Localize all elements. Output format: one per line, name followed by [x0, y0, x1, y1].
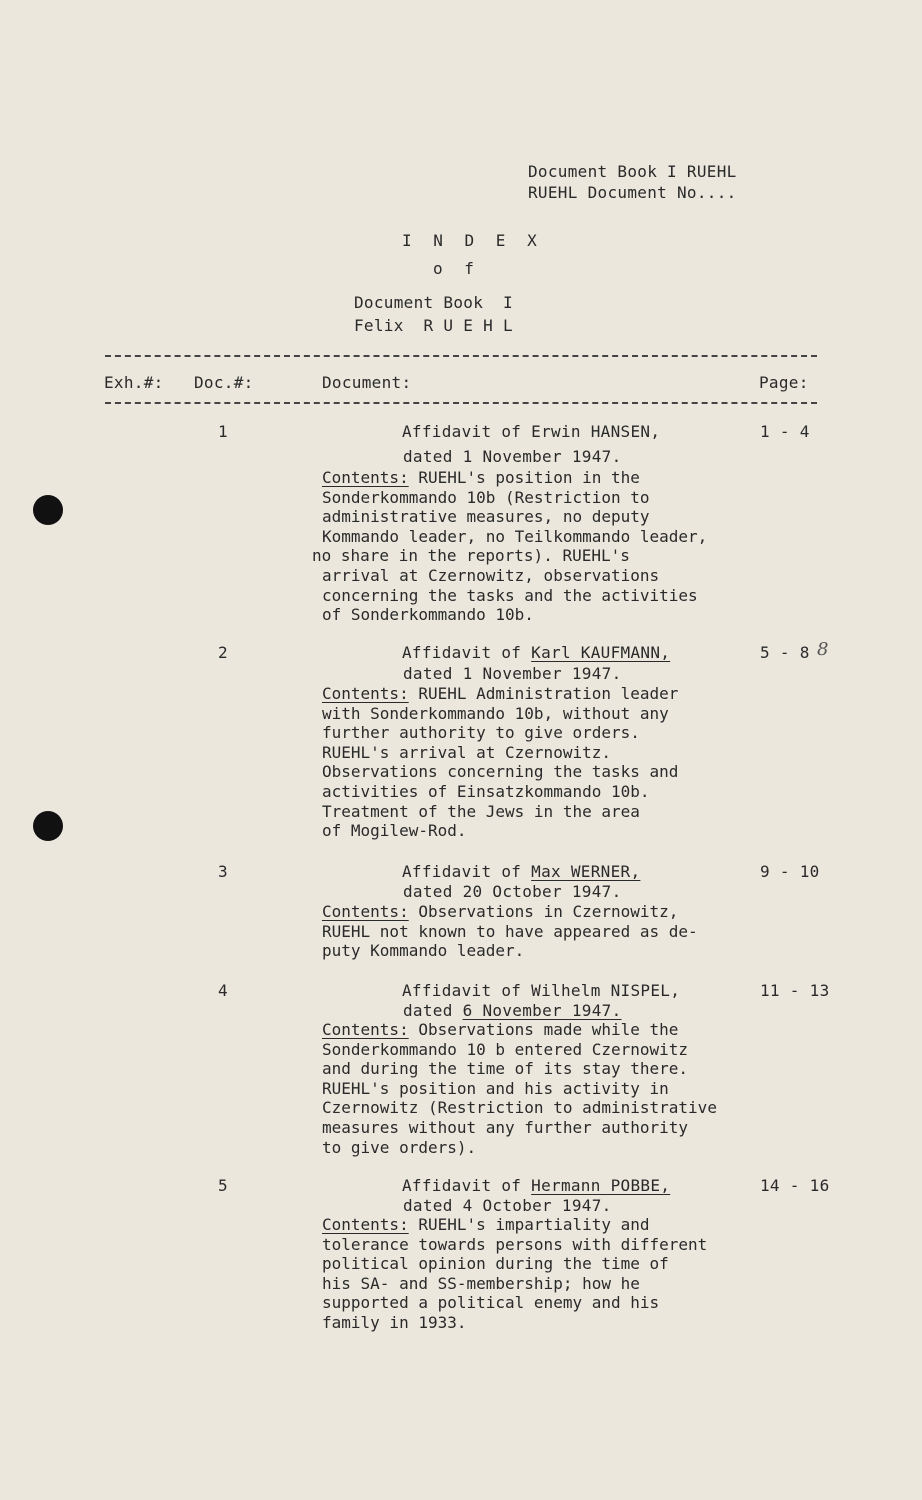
affiant-line	[402, 862, 640, 882]
contents-block	[322, 1020, 802, 1157]
contents-line: measures without any further authority	[322, 1117, 689, 1137]
page-range: 1 - 4	[760, 422, 810, 441]
contents-line: Kommando leader, no Teilkommando leader,	[322, 526, 708, 546]
affiant-name: Erwin HANSEN,	[531, 422, 661, 441]
affiant-name: Hermann POBBE,	[531, 1176, 671, 1195]
contents-label: Contents:	[322, 902, 409, 921]
punch-hole	[33, 811, 63, 841]
punch-hole	[33, 495, 63, 525]
page-range: 14 - 16	[760, 1176, 830, 1195]
divider-bottom	[105, 402, 817, 404]
affiant-prefix: Affidavit of	[402, 643, 532, 662]
affiant-line	[402, 1176, 670, 1196]
contents-line: family in 1933.	[322, 1312, 467, 1332]
affiant-line	[402, 422, 660, 442]
affiant-prefix: Affidavit of	[402, 1176, 532, 1195]
dated-line: dated 20 October 1947.	[403, 882, 622, 901]
page-range: 9 - 10	[760, 862, 820, 881]
contents-line: Treatment of the Jews in the area	[322, 801, 640, 821]
contents-line: Sonderkommando 10 b entered Czernowitz	[322, 1039, 689, 1059]
book-title: Document Book I	[354, 293, 513, 312]
contents-line: Contents: RUEHL's impartiality and	[322, 1215, 650, 1234]
header-line-1: Document Book I RUEHL	[528, 162, 737, 181]
divider-top	[105, 355, 817, 357]
contents-label: Contents:	[322, 468, 409, 487]
contents-line: concerning the tasks and the activities	[322, 585, 698, 605]
affiant-name: Wilhelm NISPEL,	[531, 981, 681, 1000]
affiant-name: Karl KAUFMANN,	[531, 643, 671, 662]
contents-line: of Sonderkommando 10b.	[322, 605, 534, 625]
handwritten-page-mark: 8	[817, 639, 829, 660]
contents-line: RUEHL's position and his activity in	[322, 1078, 669, 1098]
exhibit-number: 1	[218, 422, 228, 441]
page-range: 5 - 8	[760, 643, 810, 662]
contents-block	[322, 1215, 802, 1333]
contents-line: Sonderkommando 10b (Restriction to	[322, 487, 650, 507]
contents-line: puty Kommando leader.	[322, 941, 525, 961]
header-line-2: RUEHL Document No....	[528, 183, 737, 202]
contents-line: activities of Einsatzkommando 10b.	[322, 781, 650, 801]
contents-line: arrival at Czernowitz, observations	[322, 565, 660, 585]
exhibit-number: 2	[218, 643, 228, 662]
affiant-prefix: Affidavit of	[402, 862, 532, 881]
dated-date: 6 November 1947.	[462, 1001, 622, 1020]
col-header-document: Document:	[322, 373, 412, 392]
contents-block	[312, 468, 802, 625]
affiant-prefix: Affidavit of	[402, 422, 532, 441]
affiant-name: Max WERNER,	[531, 862, 641, 881]
dated-line: dated 1 November 1947.	[403, 664, 622, 683]
contents-line: his SA- and SS-membership; how he	[322, 1273, 640, 1293]
contents-line: further authority to give orders.	[322, 723, 640, 743]
contents-line: political opinion during the time of	[322, 1254, 669, 1274]
page-range: 11 - 13	[760, 981, 830, 1000]
contents-line: RUEHL's arrival at Czernowitz.	[322, 742, 611, 762]
contents-block	[322, 902, 802, 961]
col-header-exh: Exh.#:	[104, 373, 164, 392]
dated-line: dated 6 November 1947.	[403, 1001, 622, 1020]
book-name: Felix R U E H L	[354, 316, 513, 335]
col-header-doc: Doc.#:	[194, 373, 254, 392]
affiant-line	[402, 981, 680, 1001]
contents-line: of Mogilew-Rod.	[322, 821, 467, 841]
col-header-page: Page:	[759, 373, 809, 392]
contents-line: Contents: RUEHL Administration leader	[322, 684, 679, 703]
contents-line: Contents: Observations made while the	[322, 1020, 679, 1039]
contents-label: Contents:	[322, 1215, 409, 1234]
index-title: I N D E X	[402, 231, 543, 250]
contents-line: administrative measures, no deputy	[322, 507, 650, 527]
index-of: o f	[433, 259, 480, 278]
contents-label: Contents:	[322, 1020, 409, 1039]
contents-line: Observations concerning the tasks and	[322, 762, 679, 782]
contents-label: Contents:	[322, 684, 409, 703]
contents-line: RUEHL not known to have appeared as de-	[322, 921, 698, 941]
dated-line: dated 1 November 1947.	[403, 447, 622, 466]
contents-block	[322, 684, 802, 841]
contents-line: to give orders).	[322, 1137, 477, 1157]
contents-line: no share in the reports). RUEHL's	[312, 546, 630, 566]
contents-line: Czernowitz (Restriction to administrative	[322, 1098, 717, 1118]
dated-line: dated 4 October 1947.	[403, 1196, 612, 1215]
affiant-prefix: Affidavit of	[402, 981, 532, 1000]
contents-line: supported a political enemy and his	[322, 1293, 660, 1313]
contents-line: Contents: Observations in Czernowitz,	[322, 902, 679, 921]
exhibit-number: 3	[218, 862, 228, 881]
contents-line: Contents: RUEHL's position in the	[322, 468, 640, 487]
exhibit-number: 4	[218, 981, 228, 1000]
affiant-line	[402, 643, 670, 663]
contents-line: tolerance towards persons with different	[322, 1234, 708, 1254]
contents-line: and during the time of its stay there.	[322, 1059, 689, 1079]
contents-line: with Sonderkommando 10b, without any	[322, 703, 669, 723]
exhibit-number: 5	[218, 1176, 228, 1195]
